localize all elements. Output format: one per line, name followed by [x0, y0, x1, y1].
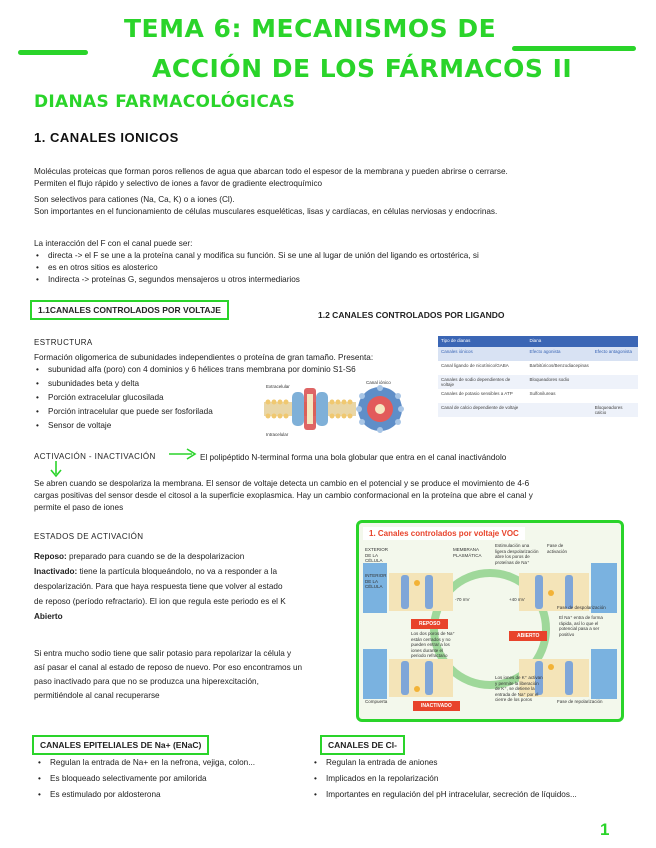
list-item: • Porción intracelular que puede ser fosforilada [34, 406, 356, 418]
voc-mv-resting: -70 mV [455, 597, 470, 602]
voc-state-reposo: REPOSO [411, 619, 448, 629]
list-item: • directa -> el F se une a la proteína canal y modifica su función. Si se une al lugar de unión del ligando es ortostérica, si [34, 250, 479, 262]
potasio-paragraph [34, 648, 302, 702]
paragraph-line: Si entra mucho sodio tiene que salir potasio para repolarizar la célula y [34, 649, 292, 658]
intro-line: Son selectivos para cationes (Na, Ca, K) o a iones (Cl). [34, 195, 235, 204]
paragraph-line: cargas positivas del sensor desde el citosol a la superficie exoplasmica. Hay un cambio conformacional en la proteína que abre el canal y [34, 491, 533, 500]
table-row [438, 403, 638, 417]
paragraph-line: así pasar el canal al estado de reposo de nuevo. Por eso encontramos un [34, 663, 303, 672]
list-item: • Indirecta -> proteínas G, segundos mensajeros u otros intermediarios [34, 274, 479, 286]
voc-phase-depolarization: Fase de despolarización [557, 605, 606, 610]
paragraph-line: Se abren cuando se despolariza la membrana. El sensor de voltaje detecta un cambio en el potencial y se produce el movimiento de 4-6 [34, 479, 530, 488]
activacion-text: El polipéptido N-terminal forma una bola globular que entra en el canal inactivándolo [200, 453, 507, 462]
inactivado-line [34, 566, 339, 578]
page-title-line2: ACCIÓN DE LOS FÁRMACOS II [152, 54, 573, 83]
voc-state-abierto: ABIERTO [509, 631, 547, 641]
intro-line: Moléculas proteicas que forman poros rellenos de agua que abarcan todo el espesor de la membrana y pueden abrirse o cerrarse. [34, 167, 508, 176]
inactivado-text: tiene la partícula bloqueándolo, no va a responder a la [77, 567, 278, 576]
voc-note-sodium: El Na⁺ entra de forma rápida, así lo que el potencial pasa a ser positivo [559, 615, 603, 637]
abierto-term: Abierto [34, 612, 63, 621]
arrow-down-icon [50, 460, 62, 478]
list-item: • Es estimulado por aldosterona [36, 789, 255, 801]
page-title-line1: TEMA 6: MECANISMOS DE [124, 14, 497, 43]
activacion-paragraph [34, 478, 533, 514]
table-subheader: Efecto antagonista [592, 347, 638, 361]
voc-note-refractory: Los dos poros de Na⁺ están cerrados y no pueden entrar a los iones durante el periodo refractario [411, 631, 455, 658]
activacion-label: ACTIVACIÓN - INACTIVACIÓN [34, 452, 156, 461]
table-cell: Canales de potasio sensibles a ATP [441, 391, 513, 396]
intro-line: Son importantes en el funcionamiento de células musculares esqueléticas, lisas y cardíacas, en células nerviosas y endocrinas. [34, 207, 498, 216]
reposo-text: preparado para cuando se de la despolarizacion [66, 552, 245, 561]
table-header: Diana [526, 336, 638, 347]
box-canales-cl: CANALES DE Cl- [320, 735, 405, 755]
table-cell: Canales de sodio dependientes de voltaje [438, 375, 526, 389]
ligand-table [438, 336, 638, 417]
list-item: • Es bloqueado selectivamente por amilorida [36, 773, 255, 785]
paragraph-line: paso inactivado para que no se produzca una hiperexcitación, [34, 677, 259, 686]
table-row [438, 375, 638, 389]
table-header: Tipo de dianas [438, 336, 526, 347]
table-cell [592, 375, 638, 389]
table-cell [592, 361, 638, 375]
table-cell [592, 389, 638, 403]
list-item: • Porción extracelular glucosilada [34, 392, 356, 404]
cl-list [312, 757, 577, 801]
table-cell: Sulfonilureas [529, 391, 556, 396]
estados-label: ESTADOS DE ACTIVACIÓN [34, 532, 144, 541]
interaction-block [34, 238, 479, 286]
voc-compuerta: Compuerta [365, 699, 388, 704]
voc-label-interior: INTERIOR DE LA CÉLULA [365, 573, 387, 589]
enac-list [36, 757, 255, 801]
list-item: • subunidades beta y delta [34, 378, 356, 390]
list-item-continuation: • es en otros sitios es alosterico [34, 262, 479, 274]
list-item: • Regulan la entrada de aniones [312, 757, 577, 769]
title-bar-left [18, 50, 88, 55]
voc-label-membrana: MEMBRANA PLASMÁTICA [453, 547, 482, 558]
intro-block [34, 166, 508, 218]
channel-structure-figure [262, 380, 412, 440]
voc-state-inactivado: INACTIVADO [413, 701, 460, 711]
reposo-term: Reposo: [34, 552, 67, 561]
section-heading-canales-ionicos: 1. CANALES IONICOS [34, 130, 179, 145]
list-item: • subunidad alfa (poro) con 4 dominios y 6 hélices trans membrana por dominio S1-S6 [34, 364, 356, 376]
voc-figure-title: 1. Canales controlados por voltaje VOC [363, 527, 525, 540]
list-item: • Importantes en regulación del pH intracelular, secreción de líquidos... [312, 789, 577, 801]
list-item: • Implicados en la repolarización [312, 773, 577, 785]
estructura-text: Formación oligomerica de subunidades independientes o proteína de gran tamaño. Presenta: [34, 353, 374, 362]
title-bar-right [512, 46, 636, 51]
paragraph-line: permitiéndole al canal recuperarse [34, 691, 160, 700]
inactivado-line: despolarización. Para que haya respuesta tiene que volver al estado [34, 582, 283, 591]
voc-mv-open: +40 mV [509, 597, 525, 602]
table-row [438, 389, 638, 403]
table-cell [526, 403, 591, 417]
voc-phase-repolarization: Fase de repolarización [557, 699, 603, 704]
intro-line: Permiten el flujo rápido y selectivo de iones a favor de gradiente electroquímico [34, 179, 323, 188]
box-canales-voltaje: 1.1CANALES CONTROLADOS POR VOLTAJE [30, 300, 229, 320]
voc-phase-activation: Fase de activación [547, 543, 568, 554]
estructura-label: ESTRUCTURA [34, 338, 93, 347]
voc-note-potassium: Los iones de K⁺ activan y permite la liberación de K⁺, se detiene la entrada de Na⁺ por el cierre de los poros [495, 675, 543, 702]
diagram-label-canal: Canal iónico [366, 380, 391, 385]
voc-label-exterior: EXTERIOR DE LA CÉLULA [365, 547, 389, 563]
table-cell: Canal ligando de nicotínico/GABA [441, 363, 509, 368]
table-row [438, 361, 638, 375]
voc-note-activation: Estimulación una ligera despolarización abre los poros de proteínas de Na⁺ [495, 543, 539, 565]
table-subheader: Efecto agonista [526, 347, 591, 361]
table-cell: Canal de calcio dependiente de voltaje [438, 403, 526, 417]
section-subtitle: DIANAS FARMACOLÓGICAS [34, 92, 296, 112]
reposo-line [34, 551, 339, 563]
voc-figure [356, 520, 624, 722]
box-enac: CANALES EPITELIALES DE Na+ (ENaC) [32, 735, 209, 755]
table-cell: Barbitúricos/Benzodiacepinas [529, 363, 589, 368]
page-number: 1 [600, 820, 610, 839]
list-item: • Regulan la entrada de Na+ en la nefrona, vejiga, colon... [36, 757, 255, 769]
inactivado-term: Inactivado: [34, 567, 78, 576]
estados-block [34, 551, 339, 623]
interaction-list [34, 250, 479, 286]
inactivado-line: de reposo (período refractario). El ion que regula este periodo es el K [34, 597, 286, 606]
diagram-label-intracelular: Intracelular [266, 432, 289, 437]
list-item: • Sensor de voltaje [34, 420, 356, 432]
paragraph-line: permite el paso de iones [34, 503, 124, 512]
interaction-intro: La interacción del F con el canal puede ser: [34, 239, 193, 248]
heading-canales-ligando: 1.2 CANALES CONTROLADOS POR LIGANDO [318, 310, 505, 320]
table-cell: Bloqueadores sodio [526, 375, 591, 389]
diagram-label-extracelular: Extracelular [266, 384, 290, 389]
arrow-right-icon [168, 448, 198, 460]
table-cell: Bloqueadores calcio [592, 403, 638, 417]
table-subheader: Canales iónicos [438, 347, 526, 361]
